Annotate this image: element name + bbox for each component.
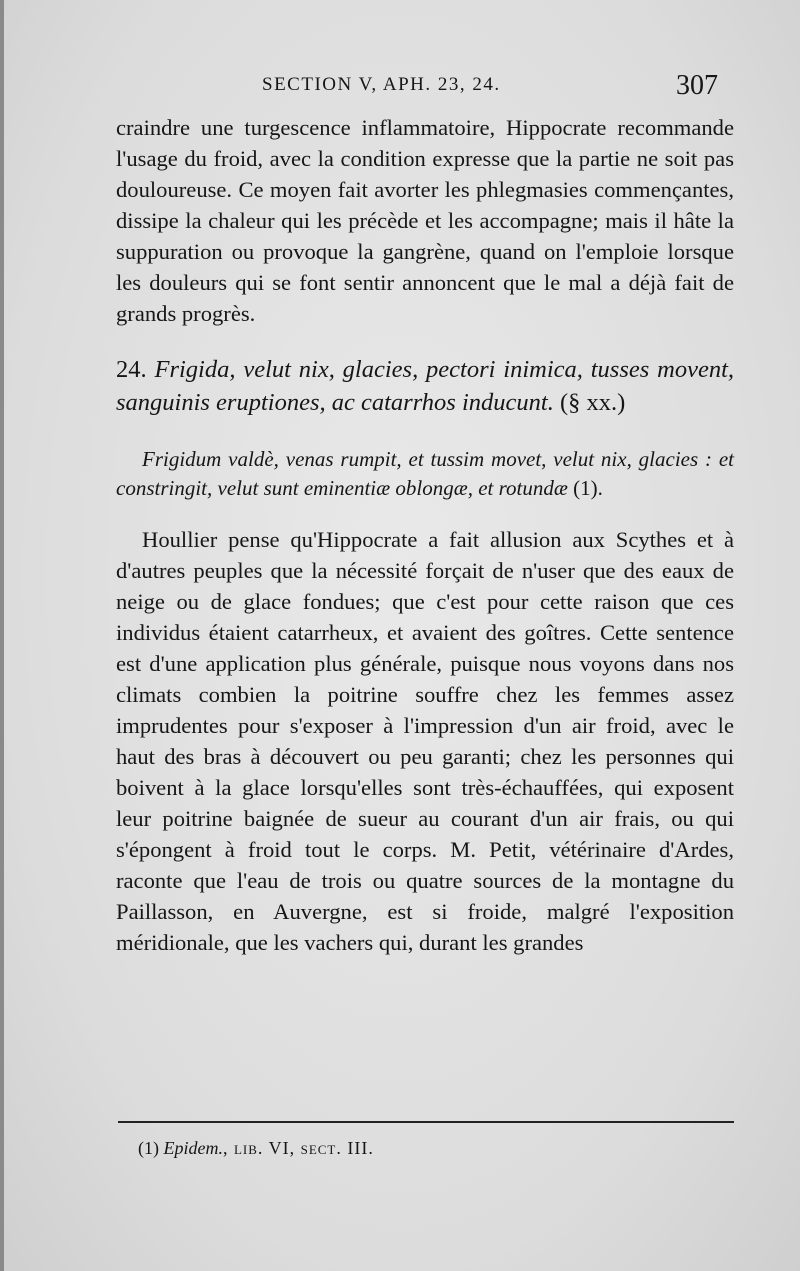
commentary-paragraph: Houllier pense qu'Hippocrate a fait allusion aux Scythes et à d'autres peuples que la nécessité forçait de n'user que des eaux de neige ou de glace fondues; que c'est pour cette raison que ces individus étaient catarrheux, et avaient des goîtres. Cette sentence est d'une application plus générale, puisque nous voyons dans nos climats combien la poitrine souffre chez les femmes assez imprudentes pour s'exposer à l'impression d'un air froid, avec le haut des bras à découvert ou peu garanti; chez les personnes qui boivent à la glace lorsqu'elles sont très-échauffées, qui exposent leur poitrine baignée de sueur au courant d'un air frais, ou qui s'épongent à froid tout le corps. M. Petit, vétérinaire d'Ardes, raconte que l'eau de trois ou quatre sources de la montagne du Paillasson, en Auvergne, est si froide, malgré l'exposition méridionale, que les vachers qui, durant les grandes <box>116 527 734 955</box>
aphorism-reference: (§ xx.) <box>559 389 626 416</box>
aphorism-text: Frigida, velut nix, glacies, pectori inimica, tusses movent, sanguinis eruptiones, ac catarrhos inducunt. <box>116 356 735 416</box>
page-body <box>116 112 734 958</box>
footnote-title: Epidem. <box>163 1138 223 1158</box>
aphorism-number: 24. <box>116 356 147 383</box>
footnote-rule <box>118 1121 734 1123</box>
page-header <box>0 70 800 110</box>
footnote-citation: , lib. VI, sect. III. <box>222 1138 374 1158</box>
footnote-marker: (1) <box>138 1138 159 1158</box>
latin-gloss <box>116 445 734 503</box>
aphorism-24 <box>116 353 734 419</box>
footnote-reference: (1). <box>573 476 603 500</box>
page-number: 307 <box>676 70 718 101</box>
running-head: SECTION V, APH. 23, 24. <box>262 74 501 95</box>
paragraph-continued: craindre une turgescence inflammatoire, Hippocrate recommande l'usage du froid, avec la condition expresse que la partie ne soit pas douloureuse. Ce moyen fait avorter les phlegmasies commençantes, dissipe la chaleur qui les précède et les accompagne; mais il hâte la suppuration ou provoque la gangrène, quand on l'emploie lorsque les douleurs qui se font sentir annoncent que le mal a déjà fait de grands progrès. <box>116 115 734 326</box>
footnote <box>138 1138 374 1159</box>
latin-gloss-text: Frigidum valdè, venas rumpit, et tussim movet, velut nix, glacies : et constringit, velut sunt eminentiæ oblongæ, et rotundæ <box>116 447 734 500</box>
